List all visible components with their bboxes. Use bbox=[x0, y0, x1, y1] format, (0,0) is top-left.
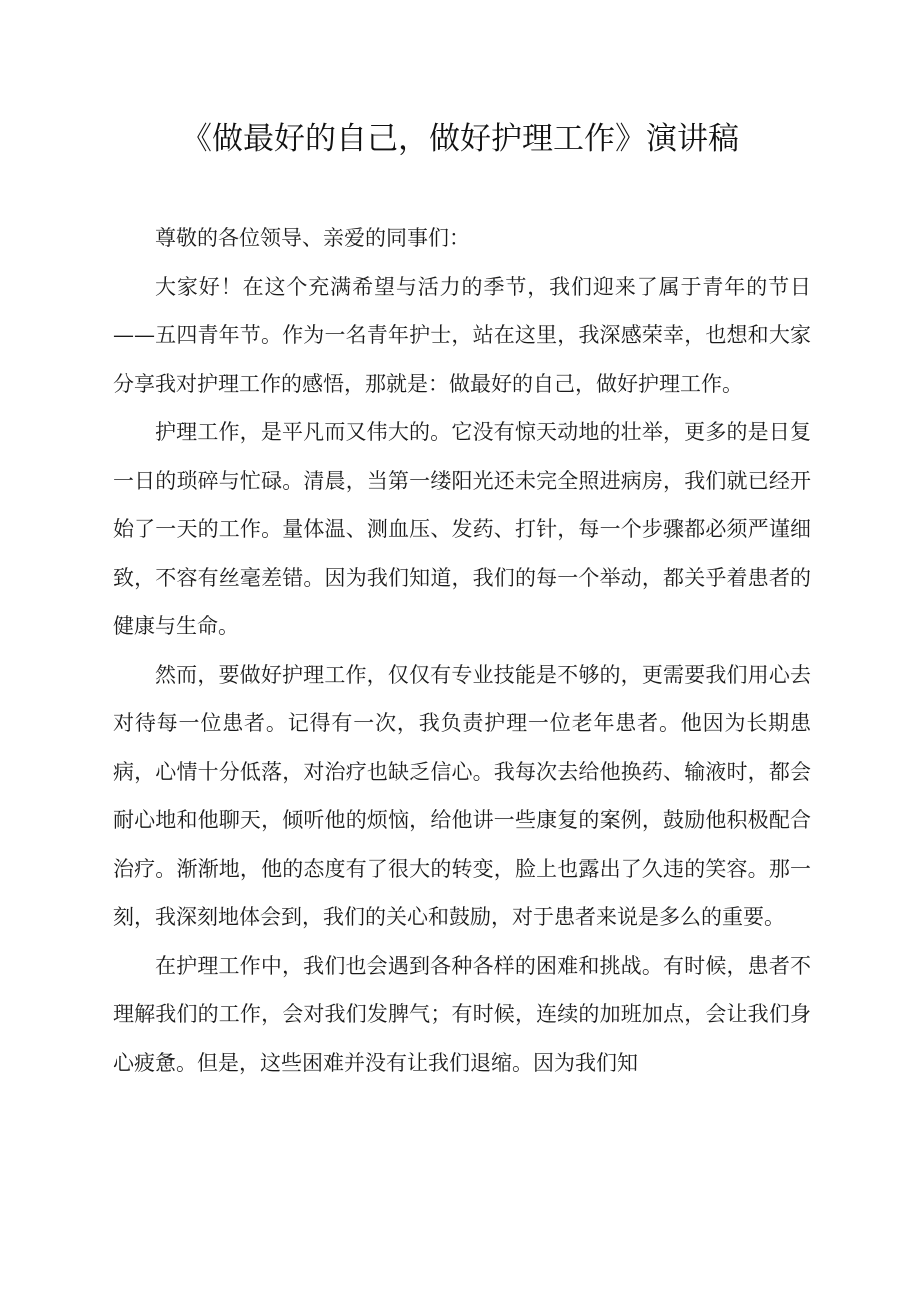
document-body bbox=[113, 214, 811, 1087]
document-title: 《做最好的自己，做好护理工作》演讲稿 bbox=[181, 121, 739, 157]
body-paragraph: 大家好！在这个充满希望与活力的季节，我们迎来了属于青年的节日——五四青年节。作为一名青年护士，站在这里，我深感荣幸，也想和大家分享我对护理工作的感悟，那就是：做最好的自己，做好护理工作。 bbox=[113, 274, 811, 396]
body-paragraph: 护理工作，是平凡而又伟大的。它没有惊天动地的壮举，更多的是日复一日的琐碎与忙碌。清晨，当第一缕阳光还未完全照进病房，我们就已经开始了一天的工作。量体温、测血压、发药、打针，每一个步骤都必须严谨细致，不容有丝毫差错。因为我们知道，我们的每一个举动，都关乎着患者的健康与生命。 bbox=[113, 420, 811, 638]
body-paragraph: 在护理工作中，我们也会遇到各种各样的困难和挑战。有时候，患者不理解我们的工作，会对我们发脾气；有时候，连续的加班加点，会让我们身心疲惫。但是，这些困难并没有让我们退缩。因为我们知 bbox=[113, 953, 811, 1075]
body-paragraph: 然而，要做好护理工作，仅仅有专业技能是不够的，更需要我们用心去对待每一位患者。记得有一次，我负责护理一位老年患者。他因为长期患病，心情十分低落，对治疗也缺乏信心。我每次去给他换药、输液时，都会耐心地和他聊天，倾听他的烦恼，给他讲一些康复的案例，鼓励他积极配合治疗。渐渐地，他的态度有了很大的转变，脸上也露出了久违的笑容。那一刻，我深刻地体会到，我们的关心和鼓励，对于患者来说是多么的重要。 bbox=[113, 662, 811, 929]
salutation-paragraph: 尊敬的各位领导、亲爱的同事们： bbox=[155, 226, 470, 250]
